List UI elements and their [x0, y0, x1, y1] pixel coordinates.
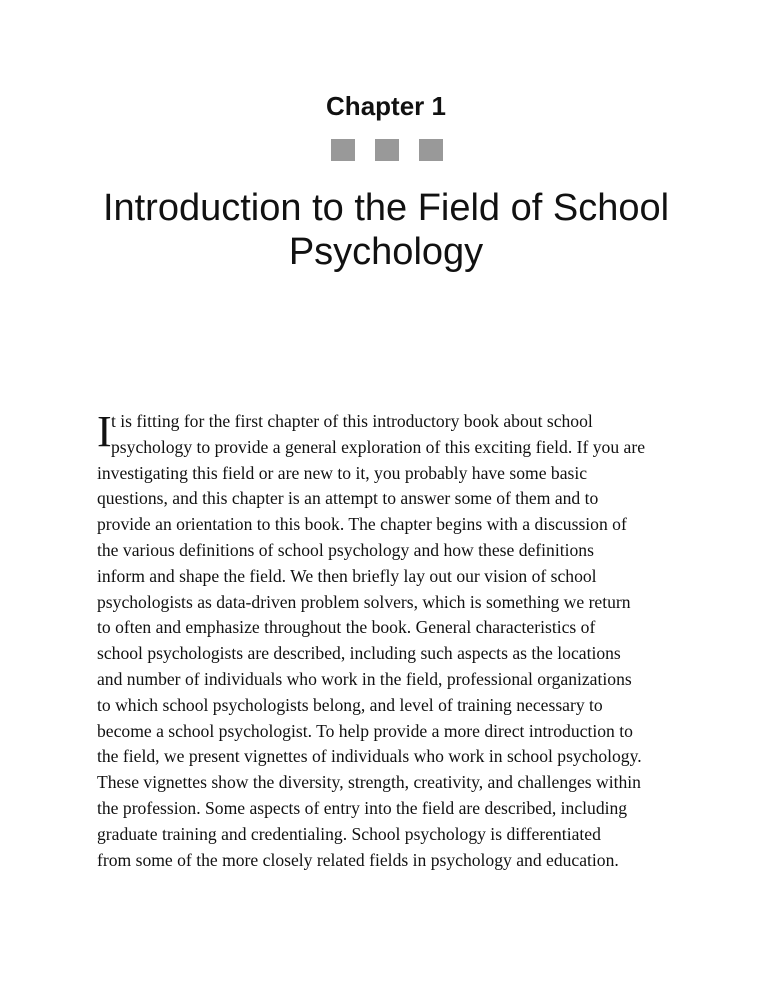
paragraph-line: and number of individuals who work in the field, professional organizations [97, 668, 632, 689]
paragraph-line: to which school psychologists belong, and level of training necessary to [97, 694, 603, 715]
ornament-square [375, 139, 399, 161]
ornament-square [419, 139, 443, 161]
paragraph-line: inform and shape the field. We then briefly lay out our vision of school [97, 565, 597, 586]
chapter-label: Chapter 1 [326, 91, 446, 121]
drop-cap: I [97, 407, 112, 456]
paragraph-line: the various definitions of school psychology and how these definitions [97, 539, 594, 560]
chapter-ornament [331, 139, 443, 161]
paragraph-line: These vignettes show the diversity, strength, creativity, and challenges within [97, 772, 641, 793]
paragraph-line: from some of the more closely related fields in psychology and education. [97, 849, 619, 870]
paragraph-line: provide an orientation to this book. The chapter begins with a discussion of [97, 514, 627, 535]
ornament-square [331, 139, 355, 161]
paragraph-line: t is fitting for the first chapter of this introductory book about school [111, 411, 593, 431]
chapter-title: Introduction to the Field of School Psychology [102, 187, 670, 273]
paragraph-line: graduate training and credentialing. School psychology is differentiated [97, 823, 601, 844]
paragraph-line: school psychologists are described, including such aspects as the locations [97, 643, 621, 664]
intro-paragraph [97, 409, 687, 873]
paragraph-line: the field, we present vignettes of individuals who work in school psychology. [97, 746, 642, 767]
paragraph-line: become a school psychologist. To help provide a more direct introduction to [97, 720, 633, 741]
paragraph-line: questions, and this chapter is an attempt to answer some of them and to [97, 488, 599, 509]
paragraph-line: the profession. Some aspects of entry into the field are described, including [97, 797, 628, 818]
paragraph-line: investigating this field or are new to it, you probably have some basic [97, 462, 588, 483]
paragraph-line: psychology to provide a general exploration of this exciting field. If you are [111, 436, 646, 457]
paragraph-line: to often and emphasize throughout the book. General characteristics of [97, 617, 596, 638]
paragraph-line: psychologists as data-driven problem solvers, which is something we return [97, 591, 631, 612]
